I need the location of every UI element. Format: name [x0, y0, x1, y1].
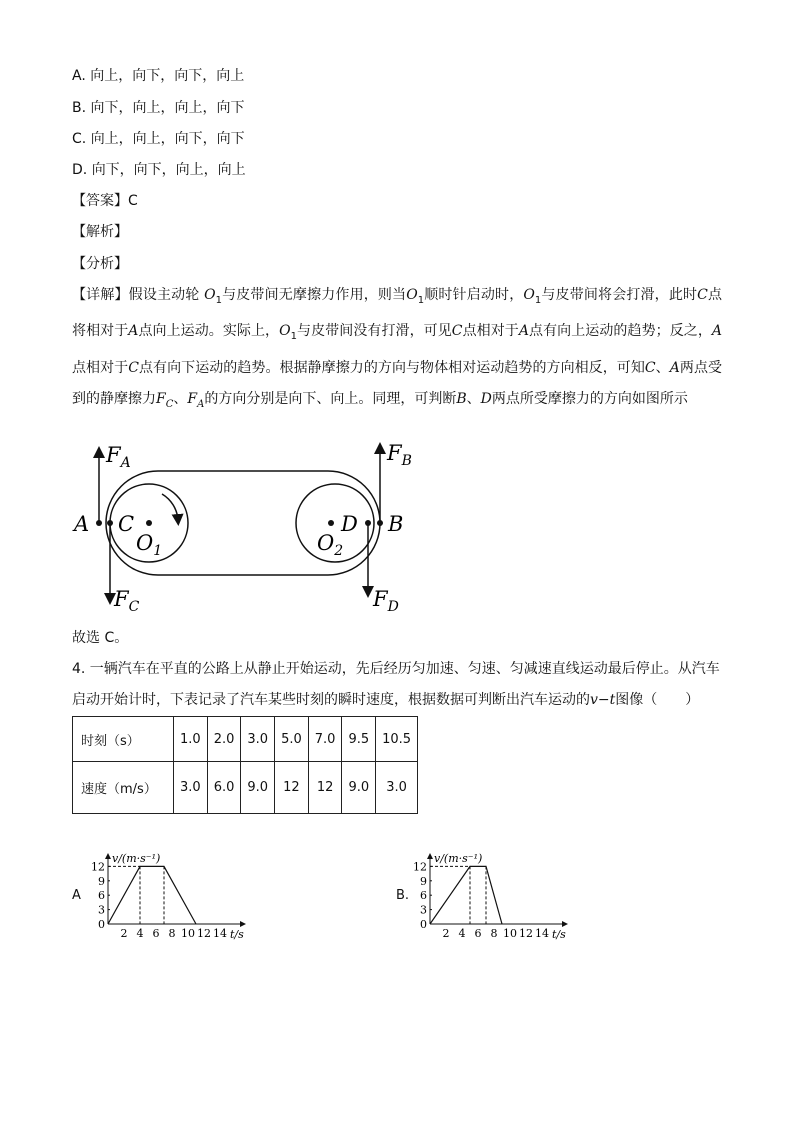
- x-tick-label: 2: [120, 927, 128, 940]
- graph-a-label: A: [72, 888, 81, 903]
- detail-paragraph: 【详解】假设主动轮 $O_1$与皮带间无摩擦力作用，则当$O_1$顺时针启动时，$O_1$与皮带间将会打滑，此时C点将相对于A点向上运动。实际上，$O_1$与皮带间没有打滑，可见C点相对于A点有向上运动的趋势；反之，A点相对于C点有向下运动的趋势。根据静摩擦力的方向与物体相对运动趋势的方向相反，可知C、A两点受到的静摩擦力$F_C$、$F_A$的方向分别是向下、向上。同理，可判断B、D两点所受摩擦力的方向如图所示: [72, 287, 723, 410]
- x-tick-label: 10: [181, 927, 195, 940]
- jiexi-heading: 【解析】: [72, 224, 128, 240]
- x-tick-label: 2: [442, 927, 450, 940]
- label-fb: $F_B$: [387, 441, 412, 469]
- table-cell: 6.0: [207, 762, 241, 814]
- label-fa: $F_A$: [106, 443, 131, 471]
- vt-series-line: [108, 866, 196, 924]
- label-fc: $F_C$: [114, 587, 140, 615]
- x-tick-label: 14: [213, 927, 227, 940]
- table-cell: 9.0: [241, 762, 275, 814]
- option-a: A. 向上，向下，向下，向上: [72, 68, 245, 84]
- y-tick-label: 6: [98, 889, 105, 903]
- x-tick-label: 14: [535, 927, 549, 940]
- belt-pulley-figure: [60, 436, 420, 621]
- x-tick-label: 4: [458, 927, 466, 940]
- x-tick-label: 12: [197, 927, 211, 940]
- time-speed-table: [72, 716, 418, 814]
- x-tick-label: 4: [136, 927, 144, 940]
- table-cell: 12: [308, 762, 342, 814]
- question-line-2: 启动开始计时，下表记录了汽车某些时刻的瞬时速度，根据数据可判断出汽车运动的v−t图像（ ）: [72, 692, 700, 708]
- x-tick-label: 10: [503, 927, 517, 940]
- y-tick-label: 9: [98, 874, 105, 888]
- label-fd: $F_D$: [373, 587, 399, 615]
- label-o2: $O_2$: [317, 531, 344, 559]
- y-tick-label: 9: [420, 874, 427, 888]
- table-cell: 7.0: [308, 717, 342, 762]
- graph-b: [412, 850, 582, 942]
- table-cell: 2.0: [207, 717, 241, 762]
- option-c: C. 向上，向上，向下，向下: [72, 131, 245, 147]
- center-o1: [146, 520, 152, 526]
- x-tick-label: 6: [474, 927, 482, 940]
- table-cell: 12: [275, 762, 309, 814]
- table-row: [73, 762, 418, 814]
- center-o2: [328, 520, 334, 526]
- vt-series-line: [430, 866, 502, 924]
- x-axis-label: t/s: [552, 928, 566, 941]
- y-tick-label: 6: [420, 889, 427, 903]
- option-b: B. 向下，向上，向上，向下: [72, 100, 245, 116]
- x-tick-label: 6: [152, 927, 160, 940]
- table-cell: 1.0: [174, 717, 208, 762]
- conclusion: 故选 C。: [72, 630, 129, 646]
- option-d: D. 向下，向下，向上，向上: [72, 162, 246, 178]
- x-axis-label: t/s: [230, 928, 244, 941]
- x-tick-label: 8: [490, 927, 498, 940]
- x-tick-label: 8: [168, 927, 176, 940]
- clockwise-arrow: [162, 494, 178, 520]
- y-tick-label: 3: [420, 903, 427, 917]
- y-tick-label: 0: [420, 918, 427, 931]
- y-tick-label: 12: [413, 860, 427, 874]
- table-cell: 3.0: [174, 762, 208, 814]
- x-tick-label: 12: [519, 927, 533, 940]
- y-tick-label: 12: [91, 860, 105, 874]
- table-cell: 5.0: [275, 717, 309, 762]
- label-d: D: [341, 512, 358, 536]
- y-tick-label: 3: [98, 903, 105, 917]
- question-line-1: 4. 一辆汽车在平直的公路上从静止开始运动，先后经历匀加速、匀速、匀减速直线运动最后停止。从汽车: [72, 661, 720, 677]
- label-o1: $O_1$: [136, 531, 163, 559]
- fenxi-heading: 【分析】: [72, 256, 128, 272]
- graph-a: [90, 850, 260, 942]
- table-cell: 9.0: [342, 762, 376, 814]
- graph-b-label: B.: [396, 888, 410, 903]
- y-tick-label: 0: [98, 918, 105, 931]
- y-axis-label: v/(m·s⁻¹): [112, 852, 161, 865]
- table-row: [73, 717, 418, 762]
- table-header: 时刻（s）: [73, 717, 174, 762]
- table-cell: 10.5: [376, 717, 418, 762]
- label-a: A: [74, 512, 90, 536]
- label-b: B: [388, 512, 404, 536]
- label-c: C: [118, 512, 135, 536]
- table-cell: 3.0: [241, 717, 275, 762]
- table-header: 速度（m/s）: [73, 762, 174, 814]
- table-cell: 3.0: [376, 762, 418, 814]
- table-cell: 9.5: [342, 717, 376, 762]
- answer-line: 【答案】C: [72, 193, 138, 209]
- y-axis-label: v/(m·s⁻¹): [434, 852, 483, 865]
